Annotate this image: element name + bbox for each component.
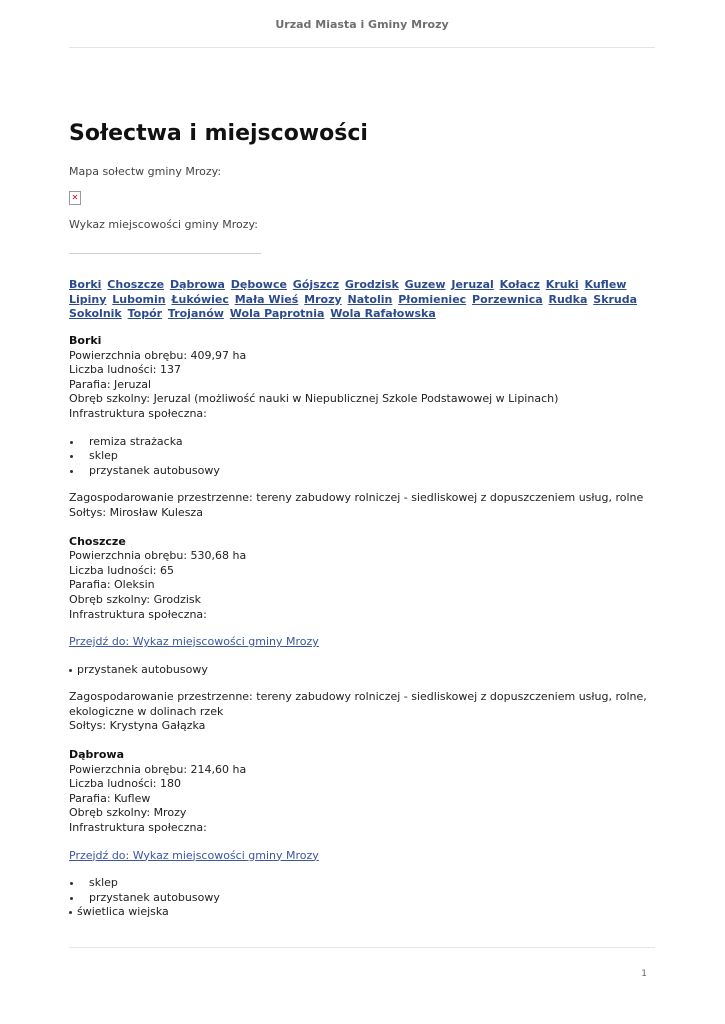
list-item: przystanek autobusowy: [89, 464, 659, 479]
index-link-jeruzal[interactable]: Jeruzal: [451, 278, 494, 291]
page-number: 1: [641, 969, 647, 979]
entry-infra-label: Infrastruktura społeczna:: [69, 406, 207, 420]
entry-zoning: Zagospodarowanie przestrzenne: tereny zabudowy rolniczej - siedliskowej z dopuszczeniem usług, rolne: [69, 491, 644, 505]
entry-leader: Sołtys: Krystyna Gałązka: [69, 719, 206, 733]
entry-population: Liczba ludności: 65: [69, 563, 174, 577]
index-link-kuflew[interactable]: Kuflew: [584, 278, 627, 291]
entry-title: Choszcze: [69, 534, 126, 548]
village-entries: [69, 334, 659, 934]
entry-title: Dąbrowa: [69, 748, 124, 762]
index-link-plomieniec[interactable]: Płomieniec: [398, 292, 467, 306]
entry-area: Powierzchnia obrębu: 530,68 ha: [69, 549, 247, 563]
entry-title: Borki: [69, 334, 102, 347]
entry-parish: Parafia: Jeruzal: [69, 377, 152, 391]
infra-list: [69, 435, 659, 479]
map-intro: Mapa sołectw gminy Mrozy:: [69, 165, 222, 178]
index-link-mrozy[interactable]: Mrozy: [304, 292, 342, 306]
entry-parish: Parafia: Kuflew: [69, 791, 151, 805]
index-link-sokolnik[interactable]: Sokolnik: [69, 307, 122, 321]
index-link-kruki[interactable]: Kruki: [545, 278, 579, 291]
entry-population: Liczba ludności: 180: [69, 777, 181, 791]
index-link-natolin[interactable]: Natolin: [347, 292, 393, 306]
index-link-wola-paprotnia[interactable]: Wola Paprotnia: [229, 307, 325, 321]
index-link-mala-wies[interactable]: Mała Wieś: [234, 292, 299, 306]
entry-zoning: Zagospodarowanie przestrzenne: tereny zabudowy rolniczej - siedliskowej z dopuszczeniem usług, rolne, ekologiczne w dolinach rzek: [69, 690, 647, 718]
village-index: [69, 278, 657, 322]
index-link-debowce[interactable]: Dębowce: [230, 278, 287, 291]
entry-area: Powierzchnia obrębu: 409,97 ha: [69, 348, 247, 362]
entry-infra-label: Infrastruktura społeczna:: [69, 607, 207, 621]
entry-population: Liczba ludności: 137: [69, 363, 181, 377]
list-item: przystanek autobusowy: [69, 663, 659, 678]
index-link-grodzisk[interactable]: Grodzisk: [344, 278, 399, 291]
index-link-wola-rafalowska[interactable]: Wola Rafałowska: [330, 307, 436, 321]
index-link-kolacz[interactable]: Kołacz: [499, 278, 540, 291]
index-link-guzew[interactable]: Guzew: [404, 278, 446, 291]
main-content: [69, 118, 659, 919]
page-title: Sołectwa i miejscowości: [69, 121, 368, 146]
page-header: [69, 0, 655, 48]
broken-image-icon: ✕: [69, 191, 81, 205]
entry-choszcze: [69, 535, 659, 735]
entry-area: Powierzchnia obrębu: 214,60 ha: [69, 762, 247, 776]
entry-leader: Sołtys: Mirosław Kulesza: [69, 505, 203, 519]
index-link-choszcze[interactable]: Choszcze: [107, 278, 165, 291]
index-link-lubomin[interactable]: Lubomin: [112, 292, 166, 306]
site-name: Urzad Miasta i Gminy Mrozy: [275, 18, 449, 31]
entry-infra-label: Infrastruktura społeczna:: [69, 821, 207, 835]
divider: [69, 253, 261, 254]
list-item: sklep: [89, 449, 659, 464]
index-link-rudka[interactable]: Rudka: [548, 292, 588, 306]
infra-list: [69, 663, 659, 678]
infra-list: [69, 876, 659, 920]
index-link-topor[interactable]: Topór: [127, 307, 163, 321]
index-link-borki[interactable]: Borki: [69, 278, 102, 291]
list-item: świetlica wiejska: [69, 905, 659, 920]
page-footer: [69, 947, 655, 979]
list-item: sklep: [89, 876, 659, 891]
list-item: remiza strażacka: [89, 435, 659, 450]
list-item: przystanek autobusowy: [89, 891, 659, 906]
entry-borki: [69, 334, 659, 521]
index-link-lukowiec[interactable]: Łukówiec: [171, 292, 229, 306]
index-link-skruda[interactable]: Skruda: [593, 292, 638, 306]
goto-list-link[interactable]: Przejdź do: Wykaz miejscowości gminy Mrozy: [69, 635, 319, 649]
index-link-dabrowa[interactable]: Dąbrowa: [169, 278, 225, 291]
entry-dabrowa: [69, 748, 659, 920]
index-link-lipiny[interactable]: Lipiny: [69, 292, 107, 306]
entry-school: Obręb szkolny: Mrozy: [69, 806, 187, 820]
index-link-trojanow[interactable]: Trojanów: [167, 307, 224, 321]
list-intro: Wykaz miejscowości gminy Mrozy:: [69, 218, 258, 231]
entry-school: Obręb szkolny: Grodzisk: [69, 592, 202, 606]
entry-parish: Parafia: Oleksin: [69, 578, 155, 592]
index-link-gojszcz[interactable]: Gójszcz: [292, 278, 340, 291]
goto-list-link[interactable]: Przejdź do: Wykaz miejscowości gminy Mrozy: [69, 848, 319, 862]
entry-school: Obręb szkolny: Jeruzal (możliwość nauki w Niepublicznej Szkole Podstawowej w Lipinach): [69, 392, 559, 406]
index-link-porzewnica[interactable]: Porzewnica: [472, 292, 543, 306]
